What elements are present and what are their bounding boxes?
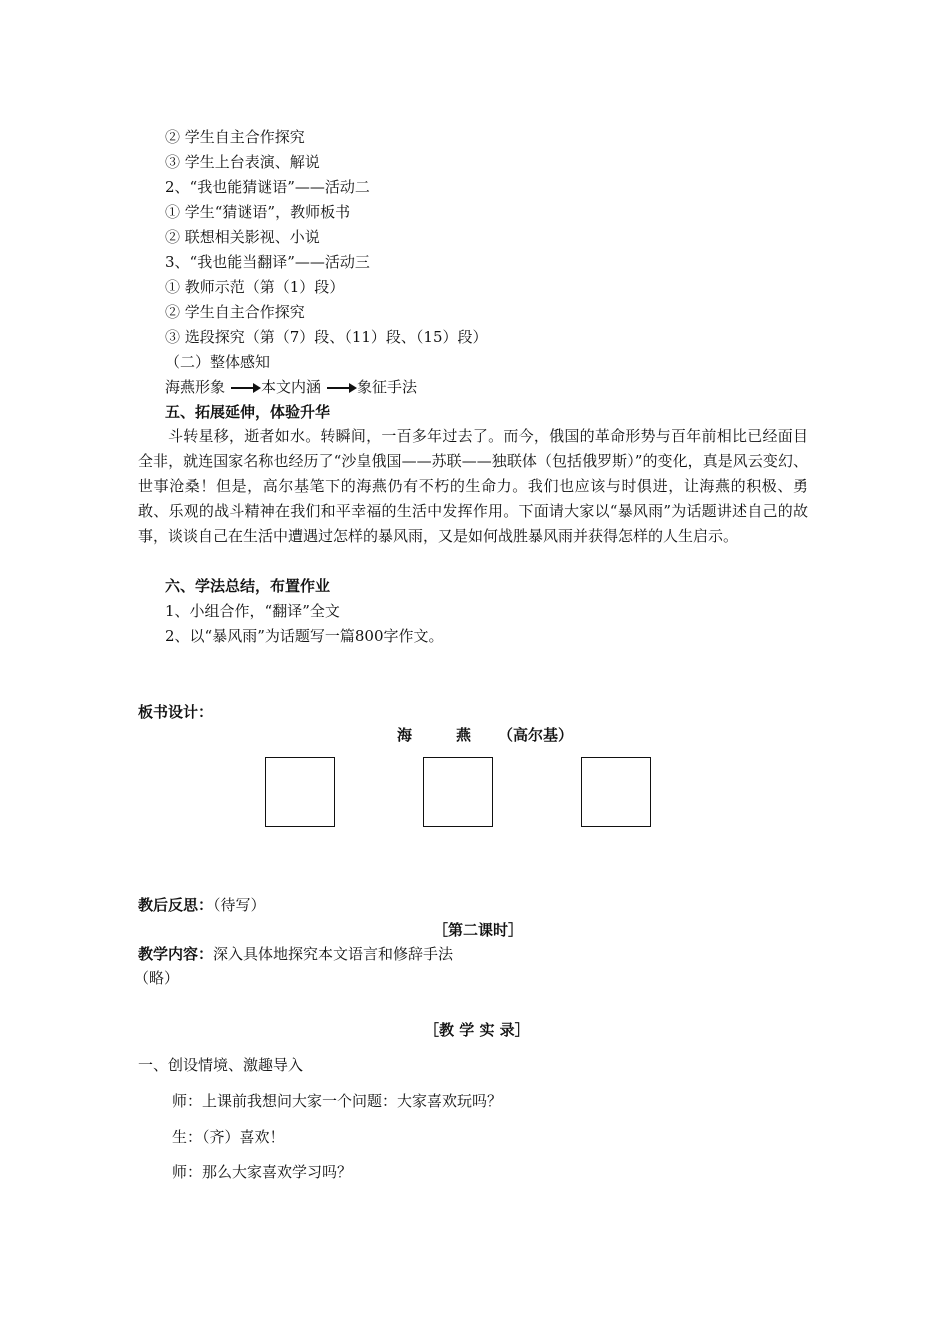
board-title-char: 燕 xyxy=(456,726,472,744)
dialogue-line: 师：上课前我想问大家一个问题：大家喜欢玩吗？ xyxy=(172,1092,503,1110)
flow-line xyxy=(165,377,417,397)
record-part-heading: 一、创设情境、激趣导入 xyxy=(138,1056,304,1074)
reflection-label: 教后反思： xyxy=(138,896,214,914)
reflection-line xyxy=(138,895,266,915)
lesson2-content-label: 教学内容： xyxy=(138,945,214,963)
arrow-right-icon xyxy=(327,387,355,389)
board-box xyxy=(265,757,335,827)
board-title-author: （高尔基） xyxy=(498,726,574,744)
lesson2-content-value: 深入具体地探究本文语言和修辞手法 xyxy=(213,945,454,963)
section5-heading: 五、拓展延伸，体验升华 xyxy=(165,403,331,421)
section5-paragraph: 斗转星移，逝者如水。转瞬间，一百多年过去了。而今，俄国的革命形势与百年前相比已经面目全非，就连国家名称也经历了“沙皇俄国——苏联——独联体（包括俄罗斯）”的变化，真是风云变幻、世事沧桑！但是，高尔基笔下的海燕仍有不朽的生命力。我们也应该与时俱进，让海燕的积极、勇敢、乐观的战斗精神在我们和平幸福的生活中发挥作用。下面请大家以“暴风雨”为话题讲述自己的故事，谈谈自己在生活中遭遇过怎样的暴风雨，又是如何战胜暴风雨并获得怎样的人生启示。 xyxy=(138,427,808,545)
lesson2-title: ［第二课时］ xyxy=(433,921,524,939)
lesson2-content xyxy=(138,944,453,964)
reflection-value: （待写） xyxy=(213,896,266,914)
flow-item-b: 本文内涵 xyxy=(261,378,322,396)
step-line: 2、“我也能猜谜语”——活动二 xyxy=(165,178,370,196)
arrow-right-icon xyxy=(231,387,259,389)
record-title: ［教 学 实 录］ xyxy=(424,1021,530,1039)
step-line: 3、“我也能当翻译”——活动三 xyxy=(165,253,370,271)
homework-item: 2、以“暴风雨”为话题写一篇800字作文。 xyxy=(165,627,444,645)
flow-item-a: 海燕形象 xyxy=(165,378,226,396)
board-box xyxy=(581,757,651,827)
lesson2-note: （略） xyxy=(134,969,180,987)
dialogue-line: 师：那么大家喜欢学习吗？ xyxy=(172,1163,353,1181)
step-line: ③ 学生上台表演、解说 xyxy=(165,153,320,171)
step-line: ② 学生自主合作探究 xyxy=(165,128,305,146)
step-line: ② 学生自主合作探究 xyxy=(165,303,305,321)
homework-item: 1、小组合作，“翻译”全文 xyxy=(165,602,340,620)
step-line: （二）整体感知 xyxy=(165,353,271,371)
step-line: ① 教师示范（第（1）段） xyxy=(165,278,345,296)
step-line: ① 学生“猜谜语”，教师板书 xyxy=(165,203,351,221)
board-box xyxy=(423,757,493,827)
board-title-char: 海 xyxy=(397,726,413,744)
step-line: ② 联想相关影视、小说 xyxy=(165,228,320,246)
step-line: ③ 选段探究（第（7）段、（11）段、（15）段） xyxy=(165,328,488,346)
flow-item-c: 象征手法 xyxy=(357,378,418,396)
section6-heading: 六、学法总结，布置作业 xyxy=(165,577,331,595)
board-label: 板书设计： xyxy=(138,703,214,721)
dialogue-line: 生：（齐）喜欢！ xyxy=(172,1128,285,1146)
